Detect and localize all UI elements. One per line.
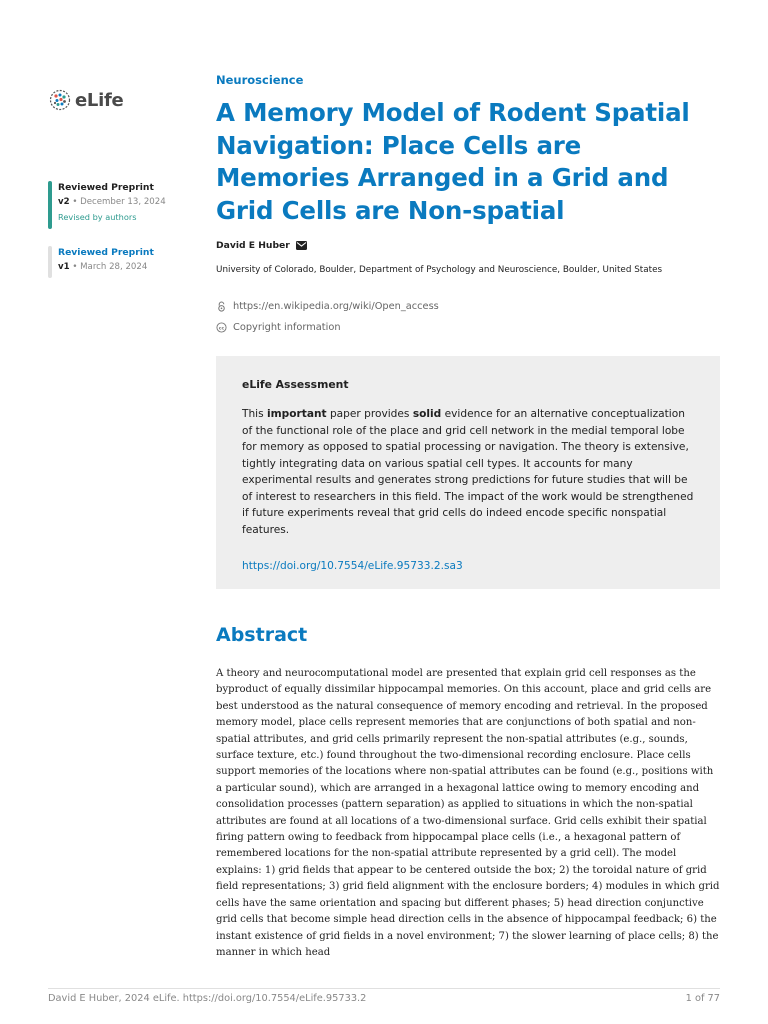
- version-v1[interactable]: [48, 246, 154, 278]
- footer-page-number: 1 of 77: [685, 993, 720, 1004]
- assessment-heading: eLife Assessment: [242, 378, 349, 391]
- assessment-text-part: This: [242, 408, 268, 420]
- open-access-icon: [216, 301, 227, 312]
- version-indicator-bar: [48, 246, 52, 278]
- open-access-row[interactable]: [216, 301, 439, 312]
- copyright-row[interactable]: [216, 322, 341, 333]
- assessment-text: [242, 406, 694, 538]
- version-label: Reviewed Preprint: [58, 182, 154, 193]
- abstract-heading: Abstract: [216, 624, 308, 646]
- version-label[interactable]: Reviewed Preprint: [58, 247, 154, 258]
- elife-logo-icon: [49, 89, 71, 111]
- version-number: v1: [58, 262, 70, 272]
- elife-logo-text: eLife: [75, 89, 124, 111]
- elife-assessment-box: [216, 356, 720, 589]
- version-note: Revised by authors: [58, 212, 137, 222]
- version-line: v2 • December 13, 2024: [58, 197, 166, 207]
- abstract-body: A theory and neurocomputational model are presented that explain grid cell responses as the byproduct of equally dissimilar hippocampal memories. On this account, place and grid cells are best understood as the natural consequence of memory encoding and retrieval. In the proposed memory model, place cells represent memories that are conjunctions of both spatial and non-spatial attributes, and grid cells primarily represent the non-spatial attributes (e.g., sounds, surface texture, etc.) found throughout the two-dimensional recording enclosure. Place cells support memories of the locations where non-spatial attributes can be found (e.g., positions with a particular sound), which are arranged in a hexagonal lattice owing to memory encoding and consolidation processes (pattern separation) as applied to situations in which the non-spatial attributes are found at all locations of a two-dimensional surface. Grid cells exhibit their spatial firing pattern owing to feedback from hippocampal place cells (i.e., a hexagonal pattern of remembered locations for the non-spatial attribute represented by a grid cell). The model explains: 1) grid fields that appear to be centered outside the box; 2) the toroidal nature of grid field representations; 3) grid field alignment with the enclosure borders; 4) modules in which grid cells have the same orientation and spacing but different phases; 5) head direction conjunctive grid cells that become simple head direction cells in the absence of hippocampal feedback; 6) the instant existence of grid fields in a novel environment; 7) the slower learning of place cells; 8) the manner in which head: [216, 668, 720, 958]
- footer-citation: David E Huber, 2024 eLife. https://doi.org/10.7554/eLife.95733.2: [48, 993, 367, 1004]
- elife-logo[interactable]: [49, 89, 123, 111]
- version-v2[interactable]: [48, 181, 166, 229]
- author-name[interactable]: David E Huber: [216, 240, 290, 251]
- assessment-term-important: important: [267, 408, 327, 420]
- version-line: v1 • March 28, 2024: [58, 262, 148, 272]
- version-indicator-bar: [48, 181, 52, 229]
- footer-divider: [48, 988, 720, 989]
- article-title: A Memory Model of Rodent Spatial Navigation: Place Cells are Memories Arranged in a Grid and Grid Cells are Non-spatial: [216, 98, 690, 225]
- assessment-text-part: evidence for an alternative conceptualization of the functional role of the place and grid cell network in the medial temporal lobe for memory as opposed to spatial processing or navigation. The theory is extensive, tightly integrating data on various spatial cell types. It accounts for many experimental results and generates strong predictions for future studies that will be of interest to researchers in this field. The impact of the work would be strengthened if future experiments reveal that grid cells do indeed encode specific nonspatial features.: [242, 408, 694, 536]
- open-access-link[interactable]: https://en.wikipedia.org/wiki/Open_access: [233, 301, 439, 312]
- assessment-term-solid: solid: [412, 408, 442, 420]
- creative-commons-icon: [216, 322, 227, 333]
- subject-link[interactable]: Neuroscience: [216, 73, 304, 87]
- author-line: [216, 240, 307, 251]
- assessment-text-part: paper provides: [326, 408, 413, 420]
- assessment-doi-link[interactable]: https://doi.org/10.7554/eLife.95733.2.sa3: [242, 560, 463, 572]
- affiliation: University of Colorado, Boulder, Department of Psychology and Neuroscience, Boulder, United States: [216, 265, 663, 275]
- mail-icon[interactable]: [296, 241, 307, 250]
- version-date: December 13, 2024: [80, 197, 166, 207]
- version-number: v2: [58, 197, 70, 207]
- copyright-link[interactable]: Copyright information: [233, 322, 341, 333]
- svg-text:cc: cc: [218, 326, 225, 332]
- version-date: March 28, 2024: [80, 262, 148, 272]
